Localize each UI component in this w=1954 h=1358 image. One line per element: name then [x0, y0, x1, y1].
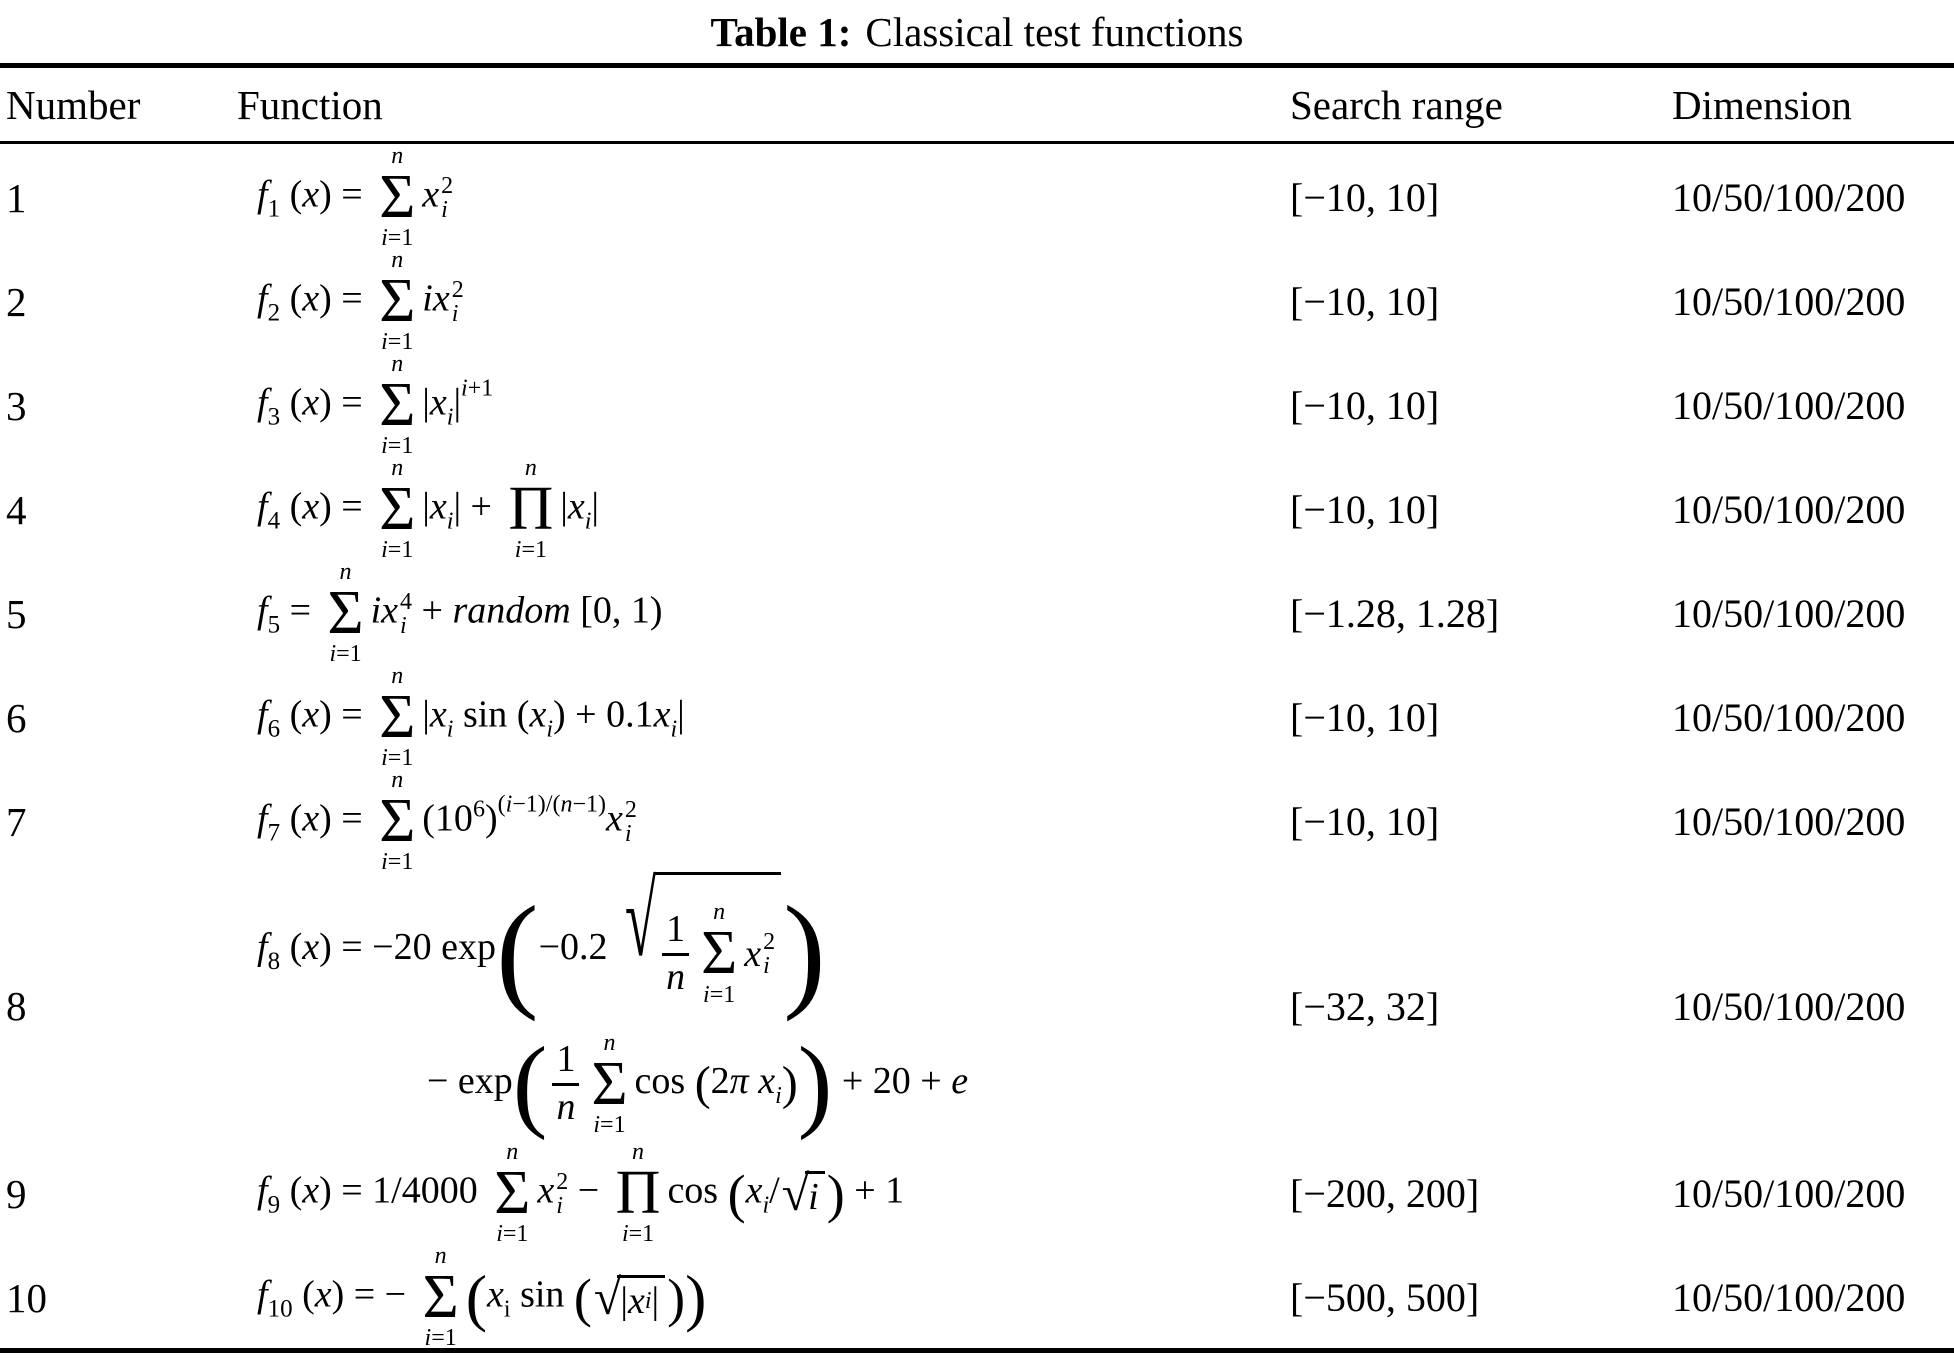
- search-range: [−10, 10]: [1290, 279, 1440, 325]
- search-range: [−200, 200]: [1290, 1171, 1480, 1217]
- table-header-row: [0, 68, 1954, 141]
- row-number: 9: [6, 1170, 27, 1217]
- dimension: 10/50/100/200: [1672, 695, 1906, 741]
- dimension: 10/50/100/200: [1672, 591, 1906, 637]
- dimension: 10/50/100/200: [1672, 279, 1906, 325]
- function-formula: $f_8$ (x) = −20 exp(−0.2 √ $\frac{1}{n}$ n Σ i=1 x 2 i ) − exp( $\frac{1}{n}$ n Σ i=1 cos (2π $x_i)) + 20 + e$: [257, 865, 969, 1142]
- dimension: 10/50/100/200: [1672, 983, 1906, 1029]
- dimension: 10/50/100/200: [1672, 175, 1906, 221]
- dimension: 10/50/100/200: [1672, 799, 1906, 845]
- function-formula: $f_6$ (x) = n Σ i=1 $|x_i$ $\sin (x_i) + 0.1x_i|$: [257, 663, 685, 772]
- table-row: [0, 663, 1954, 772]
- table-row: [0, 865, 1954, 1142]
- function-formula: $f_{10}$ (x) = − n Σ i=1 ($x_i$ sin ( √ | x i | )): [257, 1243, 707, 1352]
- function-formula: $f_9$ (x) = 1/4000 n Σ i=1 x 2 i − n Π i=1 $\cos (x_i/$ √ i ) + 1: [257, 1139, 905, 1248]
- dimension: 10/50/100/200: [1672, 1171, 1906, 1217]
- search-range: [−10, 10]: [1290, 487, 1440, 533]
- header-dimension: Dimension: [1672, 81, 1852, 128]
- row-number: 5: [6, 590, 27, 637]
- search-range: [−10, 10]: [1290, 695, 1440, 741]
- dimension: 10/50/100/200: [1672, 383, 1906, 429]
- search-range: [−10, 10]: [1290, 799, 1440, 845]
- function-formula: $f_2$ (x) = n Σ i=1 ix 2 i: [257, 247, 464, 356]
- function-formula: $f_1$ (x) = n Σ i=1 x 2 i: [257, 143, 454, 252]
- table-row: [0, 559, 1954, 668]
- row-number: 8: [6, 983, 27, 1029]
- table-row: [0, 455, 1954, 564]
- table-row: [0, 351, 1954, 460]
- row-number: 10: [6, 1274, 47, 1321]
- row-number: 7: [6, 798, 27, 845]
- function-formula: $f_4$ (x) = n Σ i=1 $|x_i|$ + n Π i=1 $|x_i|$: [257, 455, 600, 564]
- header-search-range: Search range: [1290, 81, 1503, 128]
- search-range: [−1.28, 1.28]: [1290, 591, 1500, 637]
- table-title-caption: Classical test functions: [865, 9, 1244, 55]
- search-range: [−10, 10]: [1290, 175, 1440, 221]
- table-row: [0, 143, 1954, 252]
- dimension: 10/50/100/200: [1672, 487, 1906, 533]
- table-title: [0, 0, 1954, 63]
- search-range: [−500, 500]: [1290, 1275, 1480, 1321]
- header-number: Number: [6, 81, 141, 128]
- table-row: [0, 767, 1954, 876]
- row-number: 3: [6, 382, 27, 429]
- row-number: 1: [6, 174, 27, 221]
- row-number: 6: [6, 694, 27, 741]
- function-formula: $f_7$ (x) = n Σ i=1 $(10^6)^{(i-1)/(n-1)}x$ 2 i: [257, 767, 637, 876]
- header-function: Function: [237, 81, 383, 128]
- function-formula: $f_3$ (x) = n Σ i=1 $|x_i|^{i+1}$: [257, 351, 494, 460]
- table-row: [0, 247, 1954, 356]
- table-row: [0, 1139, 1954, 1248]
- table-row: [0, 1243, 1954, 1352]
- dimension: 10/50/100/200: [1672, 1275, 1906, 1321]
- row-number: 2: [6, 278, 27, 325]
- function-formula: $f_5$ = n Σ i=1 ix 4 i + random [0, 1): [257, 559, 663, 668]
- row-number: 4: [6, 486, 27, 533]
- search-range: [−10, 10]: [1290, 383, 1440, 429]
- search-range: [−32, 32]: [1290, 983, 1440, 1029]
- table-title-label: Table 1:: [710, 9, 852, 55]
